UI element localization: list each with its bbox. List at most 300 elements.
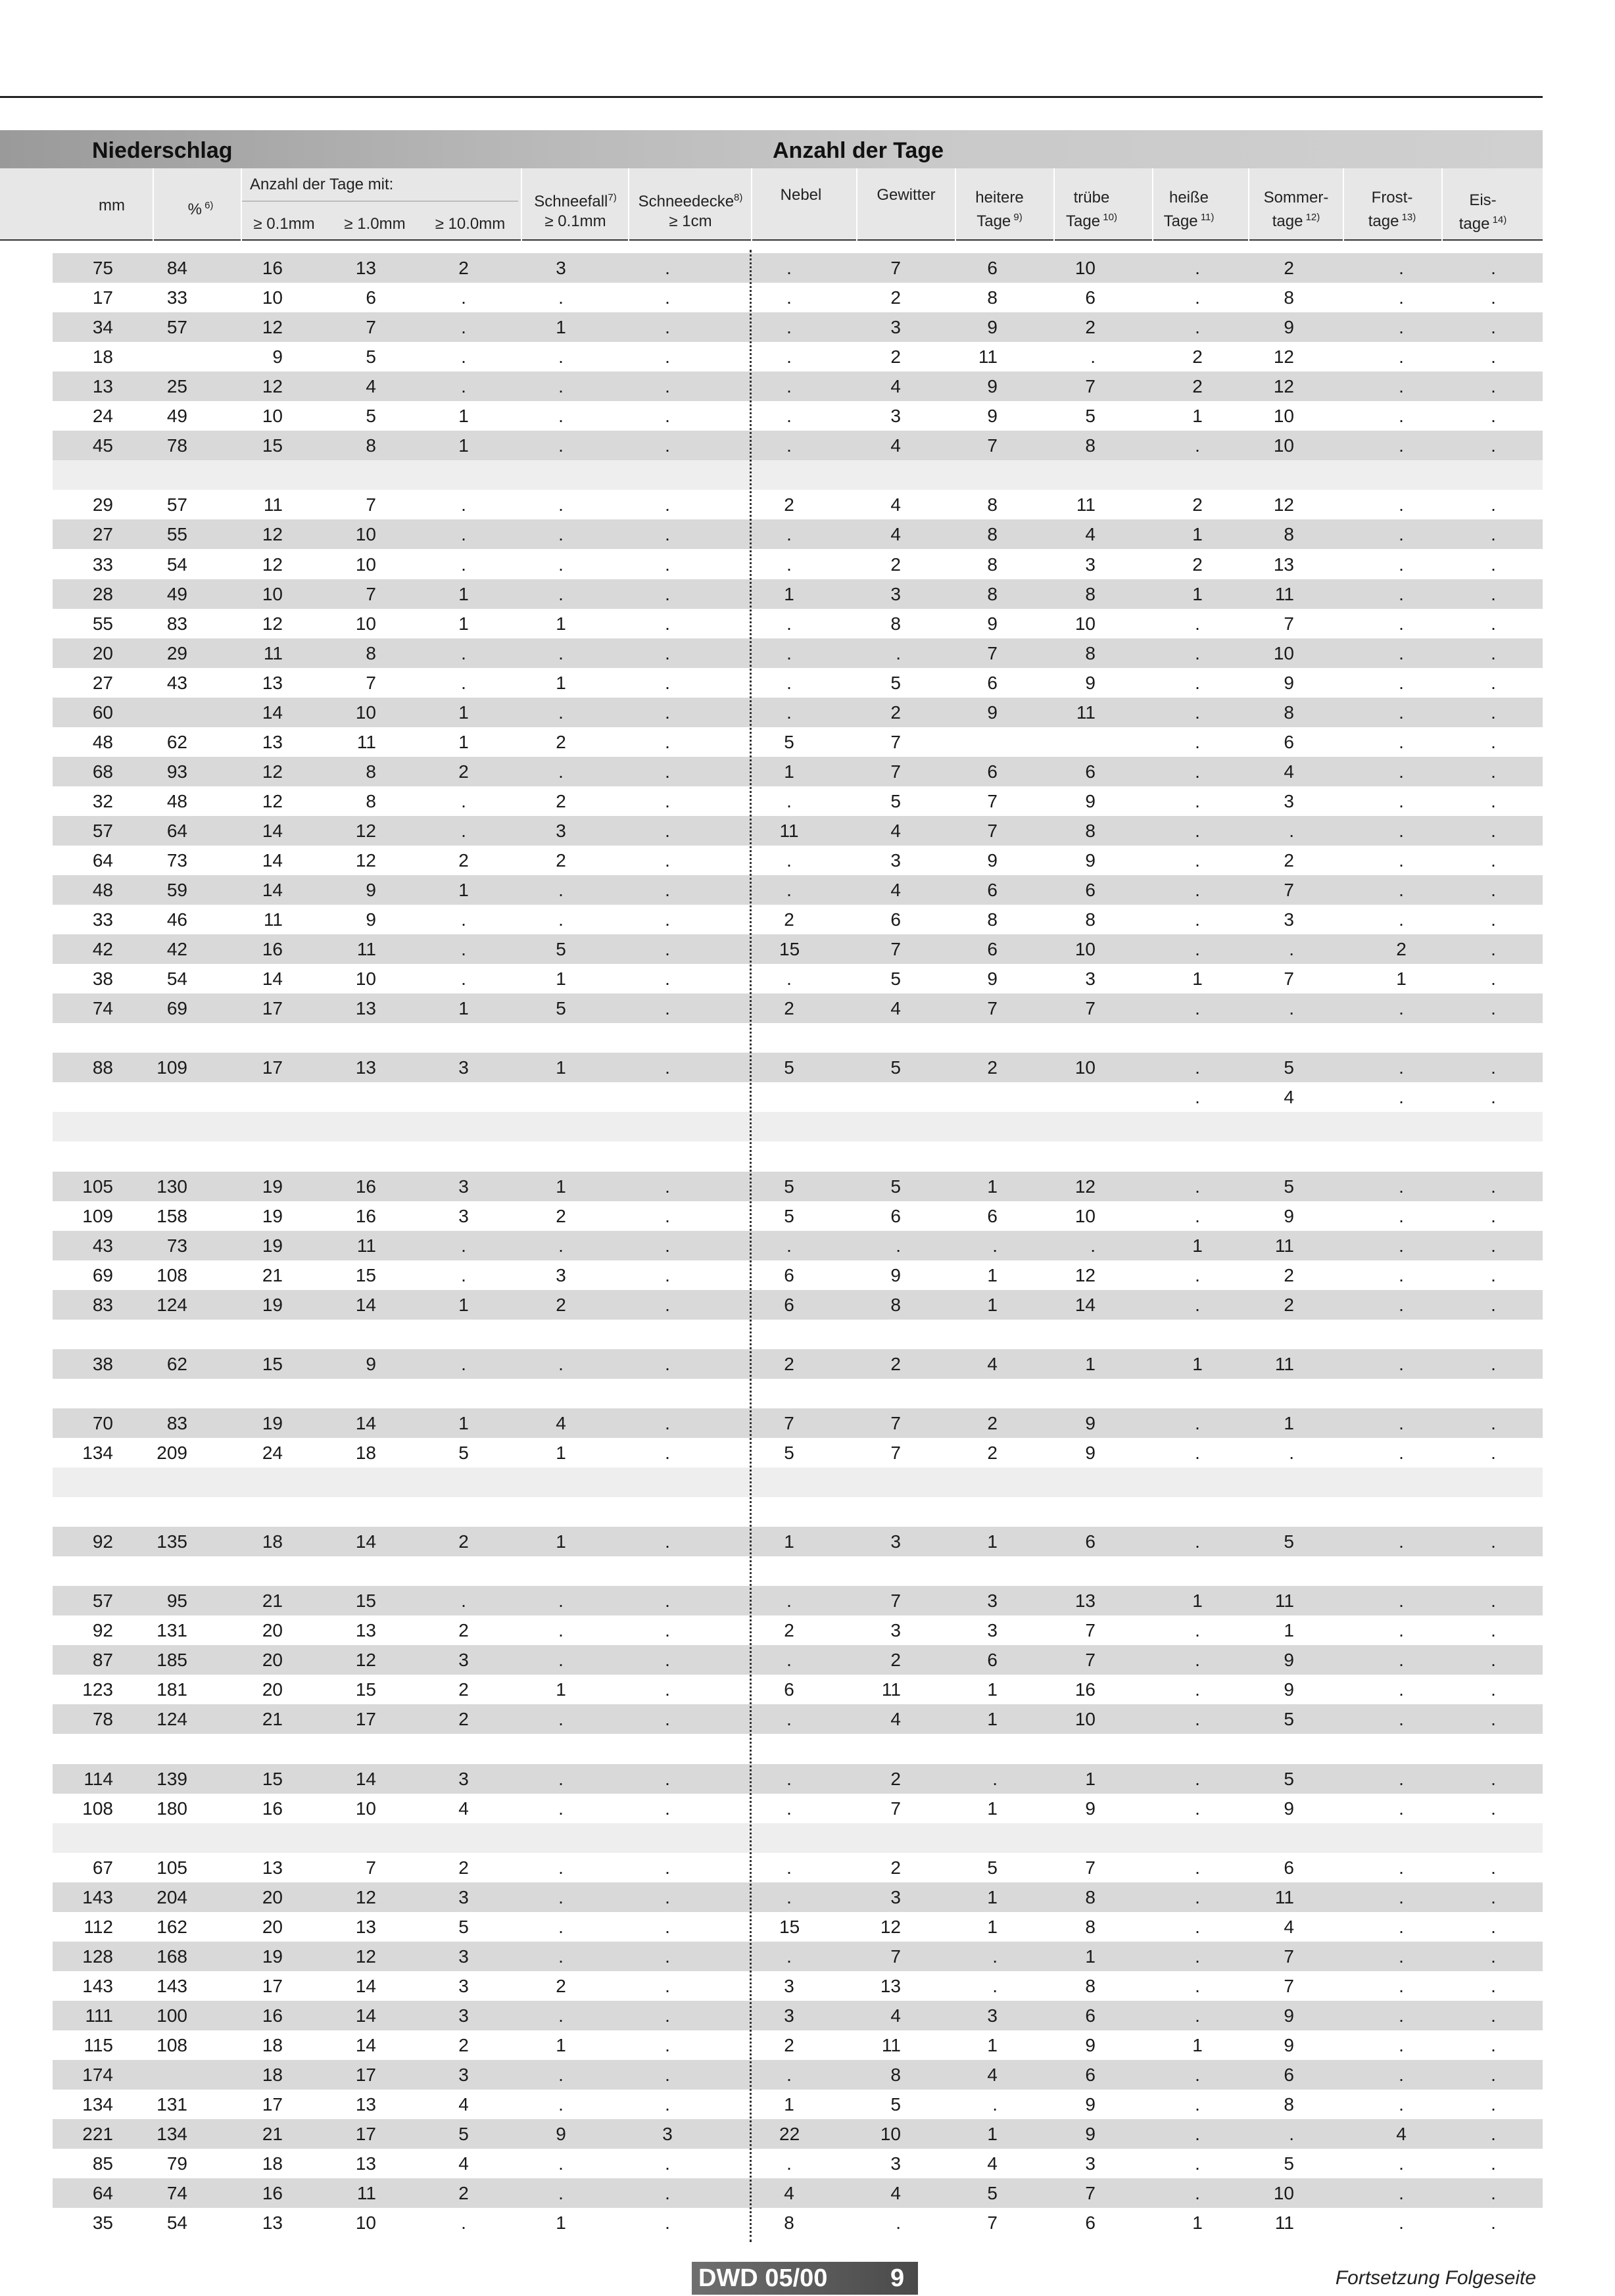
table-cell: 49 [166,406,187,427]
table-cell: 9 [1284,2035,1294,2055]
table-cell: 3 [890,1620,901,1641]
table-cell: 6 [890,909,901,930]
table-cell: 6 [1284,731,1294,752]
header-divider [1441,168,1443,241]
table-cell: 8 [1284,287,1294,308]
table-cell: 9 [890,1264,901,1285]
table-cell: 8 [987,494,998,515]
table-row [53,905,1543,934]
table-row [53,1231,1543,1260]
top-rule [0,96,1543,98]
table-cell: 5 [1284,2153,1294,2174]
table-cell: 4 [458,2094,469,2115]
table-row [53,1260,1543,1290]
table-row [53,1794,1543,1823]
table-cell: . [1491,1650,1496,1671]
table-cell: 19 [262,1176,283,1197]
table-cell: . [665,435,670,456]
table-cell: . [1195,1946,1200,1967]
table-cell: . [1195,1620,1200,1641]
table-cell: 1 [784,2094,794,2115]
table-cell: 1 [458,435,469,456]
table-cell: 10 [355,2212,376,2234]
table-cell: 7 [1085,1650,1096,1671]
table-cell: 13 [92,376,113,397]
table-cell: 9 [1085,1798,1096,1819]
table-cell: 5 [784,1205,794,1226]
table-cell: 5 [987,2183,998,2204]
table-cell: . [558,1353,564,1374]
table-cell: 130 [157,1176,187,1197]
table-cell: 162 [157,1916,187,1937]
table-cell: 1 [987,1798,998,1819]
table-cell: . [665,1264,670,1285]
table-cell: . [1491,880,1496,901]
table-cell: . [1289,939,1294,960]
table-cell: . [786,1235,792,1256]
table-cell: 7 [366,494,376,515]
table-cell: 20 [92,642,113,663]
table-row [53,786,1543,816]
table-cell: . [558,1946,564,1967]
table-cell: 55 [92,613,113,634]
table-cell: 60 [92,702,113,723]
table-cell: 7 [1284,613,1294,634]
table-cell: 29 [166,642,187,663]
table-cell: 174 [82,2065,113,2086]
table-cell: 18 [262,2065,283,2086]
table-cell: 42 [166,939,187,960]
table-cell: 10 [355,1798,376,1819]
blank-row [53,1734,1543,1764]
table-cell: 1 [1085,1768,1096,1789]
table-cell: 87 [92,1650,113,1671]
table-cell: . [1195,2124,1200,2145]
table-cell: 15 [355,1679,376,1700]
table-cell: 1 [987,1176,998,1197]
table-cell: 48 [92,880,113,901]
column-header: Schneedecke$^{8)}$ ≥ 1cm [638,192,743,230]
table-cell: 1 [458,731,469,752]
table-cell: 18 [262,1531,283,1552]
table-cell: 6 [784,1264,794,1285]
table-cell: . [558,524,564,545]
table-cell: 7 [890,1798,901,1819]
table-cell: 1 [556,1443,566,1463]
table-cell: 13 [262,2212,283,2234]
table-cell: 3 [1284,790,1294,811]
table-cell: . [1491,2094,1496,2115]
table-cell: 2 [556,790,566,811]
table-cell: 24 [92,406,113,427]
table-row [53,609,1543,638]
table-cell: 2 [987,1057,998,1078]
table-cell: 13 [880,1975,901,1996]
table-cell: 185 [157,1650,187,1671]
table-cell: 109 [82,1205,113,1226]
table-cell: . [558,1620,564,1641]
table-cell: 2 [890,1353,901,1374]
table-cell: 7 [890,1590,901,1612]
table-cell: 2 [458,1679,469,1700]
table-cell: . [665,1590,670,1612]
table-cell: . [1195,2005,1200,2026]
table-cell: 54 [166,554,187,575]
table-cell: 114 [84,1768,113,1789]
table-cell: . [786,1650,792,1671]
table-cell: . [1195,1857,1200,1878]
table-cell: 3 [556,1264,566,1285]
table-cell: 1 [556,1679,566,1700]
table-row [53,253,1543,283]
table-cell: 10 [880,2124,901,2145]
table-cell: 1 [1192,2035,1203,2055]
table-cell: 88 [92,1057,113,1078]
table-row [53,2030,1543,2060]
table-cell: . [1491,672,1496,693]
table-cell: . [665,790,670,811]
table-cell: 5 [890,672,901,693]
table-cell: . [665,347,670,368]
section-title-anzahl-tage: Anzahl der Tage [773,138,944,163]
table-row [53,875,1543,905]
table-cell: 9 [1085,2035,1096,2055]
table-cell: 2 [556,731,566,752]
table-cell: . [1399,1709,1404,1730]
table-cell: . [1195,2094,1200,2115]
table-cell: 1 [987,2124,998,2145]
table-cell: . [558,880,564,901]
table-cell: 1 [784,1531,794,1552]
table-cell: 3 [662,2124,673,2145]
table-cell: . [1399,406,1404,427]
table-cell: 3 [458,1768,469,1789]
table-cell: . [1399,1650,1404,1671]
table-cell: 2 [784,2035,794,2055]
table-cell: 10 [1273,406,1294,427]
table-cell: . [1195,1650,1200,1671]
table-cell: . [992,2094,998,2115]
table-cell: 68 [92,761,113,782]
column-header: heitere Tage $^{9)}$ [975,189,1024,230]
table-cell: . [1491,939,1496,960]
table-cell: 5 [784,731,794,752]
table-cell: 2 [1396,939,1407,960]
table-cell: 2 [458,761,469,782]
table-cell: . [1491,850,1496,871]
table-cell: 13 [355,2094,376,2115]
table-cell: . [665,998,670,1019]
table-cell: 7 [987,435,998,456]
table-cell: 43 [166,672,187,693]
table-cell: 4 [890,880,901,901]
table-cell: 6 [987,258,998,278]
table-cell: . [1491,1886,1496,1907]
table-cell: 5 [890,790,901,811]
table-cell: 18 [262,2035,283,2055]
table-cell: 14 [355,1294,376,1315]
table-cell: 5 [890,969,901,990]
table-cell: 6 [987,761,998,782]
table-cell: 15 [779,1916,800,1937]
table-row [53,934,1543,964]
table-cell: 2 [556,850,566,871]
table-cell: 2 [458,2035,469,2055]
table-cell: . [1399,524,1404,545]
table-cell: 24 [262,1443,283,1463]
table-row [53,1764,1543,1794]
table-cell: 14 [262,969,283,990]
table-row [53,1942,1543,1971]
table-cell: . [558,2183,564,2204]
table-cell: . [665,880,670,901]
table-cell: 2 [458,1857,469,1878]
table-cell: . [558,909,564,930]
table-cell: 4 [987,2153,998,2174]
table-cell: 4 [890,1709,901,1730]
table-row [53,2178,1543,2208]
table-cell: 2 [1192,347,1203,368]
table-cell: 1 [987,1264,998,1285]
table-cell: 69 [166,998,187,1019]
table-cell: 14 [262,850,283,871]
table-cell: 8 [1085,1975,1096,1996]
table-cell: . [1491,1087,1496,1108]
table-cell: 5 [890,1176,901,1197]
table-cell: 10 [355,969,376,990]
continuation-note: Fortsetzung Folgeseite [1335,2267,1536,2289]
table-cell: 33 [92,909,113,930]
table-cell: 1 [1192,583,1203,604]
table-cell: 5 [784,1176,794,1197]
table-cell: 9 [1085,1412,1096,1433]
table-cell: 2 [1085,317,1096,338]
page-number: 9 [890,2264,905,2292]
table-cell: 1 [458,702,469,723]
table-cell: 12 [262,376,283,397]
table-cell: 2 [1284,850,1294,871]
table-cell: . [1195,672,1200,693]
table-cell: 105 [82,1176,113,1197]
table-cell: 17 [262,998,283,1019]
table-cell: 5 [890,2094,901,2115]
table-cell: . [1491,1057,1496,1078]
table-cell: 20 [262,1886,283,1907]
table-cell: 20 [262,1916,283,1937]
table-cell: 12 [1273,347,1294,368]
table-cell: 3 [987,2005,998,2026]
table-cell: 134 [82,2094,113,2115]
table-cell: 158 [157,1205,187,1226]
table-cell: . [461,909,466,930]
table-cell: 2 [784,909,794,930]
table-cell: . [1399,554,1404,575]
table-cell: 74 [92,998,113,1019]
table-cell: 3 [458,1946,469,1967]
table-cell: . [665,850,670,871]
table-cell: . [1491,1205,1496,1226]
table-cell: . [786,850,792,871]
table-cell: . [665,1768,670,1789]
table-cell: 13 [355,998,376,1019]
table-cell: 13 [355,1916,376,1937]
table-cell: . [665,1294,670,1315]
table-cell: 14 [262,880,283,901]
table-cell: 10 [1074,1057,1096,1078]
table-cell: . [1491,1679,1496,1700]
table-cell: 8 [890,1294,901,1315]
table-cell: 55 [166,524,187,545]
table-cell: . [558,554,564,575]
table-cell: 2 [556,1294,566,1315]
table-row [53,1882,1543,1912]
table-cell: . [1491,376,1496,397]
table-cell: 27 [92,524,113,545]
table-cell: . [1491,1768,1496,1789]
group-separator-row [53,1468,1543,1497]
table-cell: . [1399,1946,1404,1967]
table-cell: . [1289,1443,1294,1463]
table-cell: 7 [890,258,901,278]
table-cell: 9 [1284,1205,1294,1226]
table-cell: 1 [458,1294,469,1315]
table-cell: . [461,642,466,663]
table-cell: 1 [1192,406,1203,427]
table-cell: 9 [1284,1650,1294,1671]
table-cell: 135 [157,1531,187,1552]
table-cell: 32 [92,790,113,811]
table-cell: 11 [978,347,998,368]
table-cell: 2 [556,1205,566,1226]
table-cell: . [665,642,670,663]
table-cell: 9 [1284,317,1294,338]
table-cell: 4 [890,494,901,515]
table-cell: 33 [92,554,113,575]
table-row [53,579,1543,609]
table-row [53,342,1543,371]
table-cell: 8 [890,613,901,634]
table-cell: 6 [1085,1531,1096,1552]
table-row [53,431,1543,460]
table-cell: . [1399,2212,1404,2234]
table-cell: . [1491,494,1496,515]
table-cell: . [1399,1443,1404,1463]
table-cell: . [1491,1798,1496,1819]
table-cell: 34 [92,317,113,338]
table-cell: 7 [890,1946,901,1967]
table-cell: . [786,2065,792,2086]
table-cell: 3 [784,2005,794,2026]
table-cell: 1 [987,1916,998,1937]
table-cell: 9 [987,702,998,723]
table-cell: 84 [166,258,187,278]
table-cell: 9 [1284,2005,1294,2026]
table-cell: . [1195,1531,1200,1552]
table-cell: 4 [890,820,901,841]
table-cell: 8 [987,524,998,545]
table-cell: . [665,1679,670,1700]
table-cell: . [896,642,901,663]
table-cell: . [461,554,466,575]
table-cell: . [558,435,564,456]
table-cell: 10 [1074,939,1096,960]
table-cell: 78 [92,1709,113,1730]
table-cell: . [786,1946,792,1967]
table-cell: . [1399,702,1404,723]
table-cell: 83 [92,1294,113,1315]
table-cell: 15 [262,1353,283,1374]
table-cell: . [1195,2183,1200,2204]
table-cell: 3 [890,406,901,427]
table-cell: 11 [1076,702,1096,723]
table-cell: 9 [366,909,376,930]
table-cell: 13 [262,672,283,693]
table-cell: 10 [355,554,376,575]
table-cell: . [1195,258,1200,278]
table-cell: 221 [82,2124,113,2145]
header-group-anzahl: Anzahl der Tage mit: [250,176,394,193]
table-cell: 29 [92,494,113,515]
table-cell: 4 [784,2183,794,2204]
table-cell: 43 [92,1235,113,1256]
table-cell: 10 [1074,613,1096,634]
table-cell: . [1399,376,1404,397]
table-cell: 9 [272,347,283,368]
table-cell: . [665,613,670,634]
table-cell: 9 [1085,790,1096,811]
table-cell: 7 [1085,376,1096,397]
table-cell: . [461,524,466,545]
table-cell: 38 [92,1353,113,1374]
table-cell: 11 [263,909,283,930]
table-cell: . [665,1412,670,1433]
table-cell: 3 [556,820,566,841]
table-cell: 46 [166,909,187,930]
table-cell: 7 [890,1443,901,1463]
table-cell: 105 [157,1857,187,1878]
table-cell: . [1399,672,1404,693]
table-cell: . [1195,1264,1200,1285]
table-cell: 209 [157,1443,187,1463]
table-cell: 112 [84,1916,113,1937]
table-row [53,816,1543,846]
table-cell: . [1491,317,1496,338]
table-cell: . [665,583,670,604]
table-cell: 64 [92,2183,113,2204]
table-cell: . [1491,2124,1496,2145]
table-cell: . [992,1975,998,1996]
table-cell: . [1399,1590,1404,1612]
table-cell: . [665,2005,670,2026]
table-cell: 5 [784,1057,794,1078]
table-cell: 7 [366,317,376,338]
table-cell: 12 [262,761,283,782]
table-cell: 18 [355,1443,376,1463]
table-cell: 12 [355,1650,376,1671]
table-cell: 9 [366,880,376,901]
table-cell: . [1399,1531,1404,1552]
table-cell: . [665,1057,670,1078]
table-cell: . [1491,613,1496,634]
table-cell: 11 [263,494,283,515]
table-cell: . [1491,1294,1496,1315]
table-cell: 20 [262,1679,283,1700]
table-cell: 2 [1192,494,1203,515]
table-cell: . [1491,2005,1496,2026]
header-divider [521,168,522,241]
table-cell: . [461,790,466,811]
table-cell: 70 [92,1412,113,1433]
